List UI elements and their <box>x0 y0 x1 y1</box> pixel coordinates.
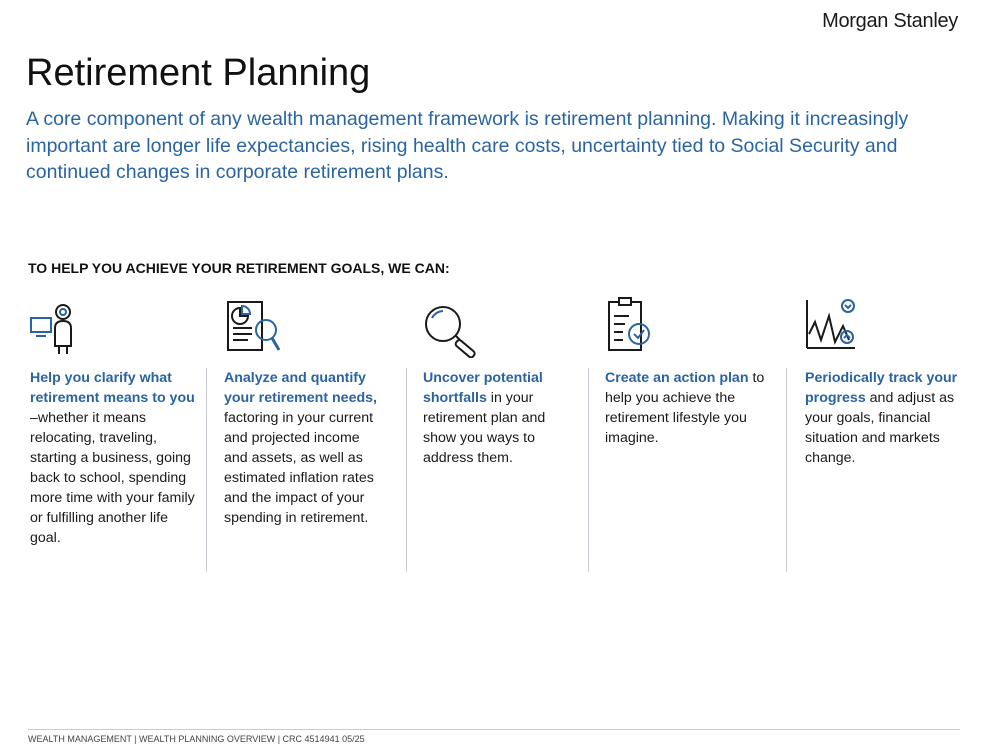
magnifying-glass-icon <box>423 296 573 358</box>
progress-chart-icon <box>805 296 965 358</box>
column-divider <box>588 368 589 572</box>
brand-logo: Morgan Stanley <box>822 10 958 32</box>
service-column-clarify <box>30 296 200 572</box>
service-text-uncover: Uncover potential shortfalls in your retirement plan and show you ways to address them. <box>423 370 546 466</box>
column-divider <box>406 368 407 572</box>
document-magnifier-icon <box>224 296 384 358</box>
intro-paragraph: A core component of any wealth management framework is retirement planning. Making it increasingly important are longer life expectancies, rising health care costs, uncertainty tied to Social Security and continued changes in corporate retirement plans. <box>26 108 909 183</box>
footer-divider <box>28 729 960 730</box>
column-divider <box>206 368 207 572</box>
page-title: Retirement Planning <box>26 52 371 94</box>
clipboard-check-icon <box>605 296 775 358</box>
section-heading: TO HELP YOU ACHIEVE YOUR RETIREMENT GOALS, WE CAN: <box>28 260 450 276</box>
service-column-action-plan <box>605 296 775 572</box>
service-text-action-plan: Create an action plan to help you achieve the retirement lifestyle you imagine. <box>605 370 765 446</box>
service-column-uncover <box>423 296 573 572</box>
service-text-track: Periodically track your progress and adjust as your goals, financial situation and markets change. <box>805 370 958 466</box>
service-text-clarify: Help you clarify what retirement means to you –whether it means relocating, traveling, starting a business, going back to school, spending more time with your family or fulfilling another life goal. <box>30 370 195 546</box>
service-column-analyze <box>224 296 384 572</box>
service-text-analyze: Analyze and quantify your retirement needs, factoring in your current and projected income and assets, as well as estimated inflation rates and the impact of your spending in retirement. <box>224 370 377 526</box>
column-divider <box>786 368 787 572</box>
footer-text: WEALTH MANAGEMENT | WEALTH PLANNING OVERVIEW | CRC 4514941 05/25 <box>28 734 365 744</box>
service-column-track <box>805 296 965 572</box>
person-at-computer-icon <box>30 296 200 358</box>
